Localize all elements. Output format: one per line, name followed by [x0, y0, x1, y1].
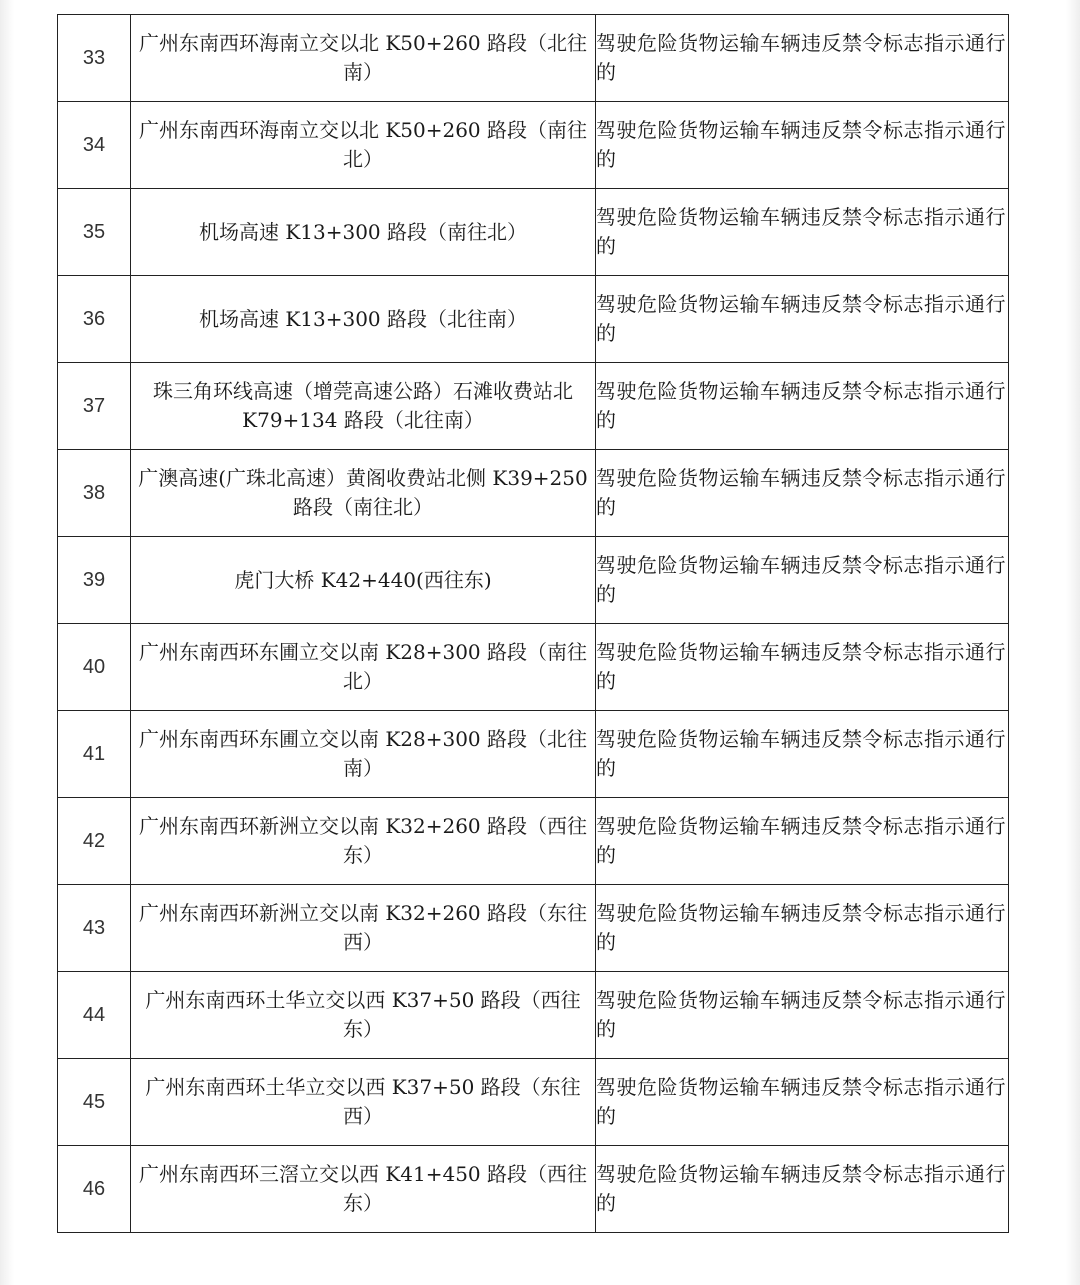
table-body: [58, 15, 1009, 1233]
location-cell: 机场高速 K13+300 路段（北往南）: [131, 276, 596, 363]
row-number: 43: [58, 885, 131, 972]
violation-cell: 驾驶危险货物运输车辆违反禁令标志指示通行的: [596, 624, 1009, 711]
location-cell: 广州东南西环海南立交以北 K50+260 路段（南往北）: [131, 102, 596, 189]
table-row: [58, 624, 1009, 711]
row-number: 46: [58, 1146, 131, 1233]
row-number: 36: [58, 276, 131, 363]
location-cell: 广州东南西环东圃立交以南 K28+300 路段（南往北）: [131, 624, 596, 711]
row-number: 38: [58, 450, 131, 537]
location-cell: 机场高速 K13+300 路段（南往北）: [131, 189, 596, 276]
violation-cell: 驾驶危险货物运输车辆违反禁令标志指示通行的: [596, 1059, 1009, 1146]
location-cell: 广州东南西环新洲立交以南 K32+260 路段（西往东）: [131, 798, 596, 885]
table-row: [58, 1059, 1009, 1146]
violation-cell: 驾驶危险货物运输车辆违反禁令标志指示通行的: [596, 189, 1009, 276]
row-number: 42: [58, 798, 131, 885]
row-number: 41: [58, 711, 131, 798]
violation-cell: 驾驶危险货物运输车辆违反禁令标志指示通行的: [596, 798, 1009, 885]
location-cell: 珠三角环线高速（增莞高速公路）石滩收费站北 K79+134 路段（北往南）: [131, 363, 596, 450]
row-number: 40: [58, 624, 131, 711]
location-cell: 广州东南西环土华立交以西 K37+50 路段（西往东）: [131, 972, 596, 1059]
violation-cell: 驾驶危险货物运输车辆违反禁令标志指示通行的: [596, 537, 1009, 624]
table-row: [58, 276, 1009, 363]
violation-cell: 驾驶危险货物运输车辆违反禁令标志指示通行的: [596, 276, 1009, 363]
row-number: 33: [58, 15, 131, 102]
row-number: 39: [58, 537, 131, 624]
violation-cell: 驾驶危险货物运输车辆违反禁令标志指示通行的: [596, 972, 1009, 1059]
violation-cell: 驾驶危险货物运输车辆违反禁令标志指示通行的: [596, 1146, 1009, 1233]
location-cell: 广州东南西环土华立交以西 K37+50 路段（东往西）: [131, 1059, 596, 1146]
table-row: [58, 885, 1009, 972]
violation-cell: 驾驶危险货物运输车辆违反禁令标志指示通行的: [596, 363, 1009, 450]
violation-cell: 驾驶危险货物运输车辆违反禁令标志指示通行的: [596, 450, 1009, 537]
enforcement-locations-table: [57, 14, 1009, 1233]
table-row: [58, 798, 1009, 885]
violation-cell: 驾驶危险货物运输车辆违反禁令标志指示通行的: [596, 102, 1009, 189]
row-number: 34: [58, 102, 131, 189]
table-row: [58, 972, 1009, 1059]
violation-cell: 驾驶危险货物运输车辆违反禁令标志指示通行的: [596, 711, 1009, 798]
violation-cell: 驾驶危险货物运输车辆违反禁令标志指示通行的: [596, 15, 1009, 102]
table-row: [58, 537, 1009, 624]
location-cell: 广澳高速(广珠北高速）黄阁收费站北侧 K39+250 路段（南往北）: [131, 450, 596, 537]
table-row: [58, 711, 1009, 798]
table-row: [58, 363, 1009, 450]
location-cell: 广州东南西环三滘立交以西 K41+450 路段（西往东）: [131, 1146, 596, 1233]
table-row: [58, 102, 1009, 189]
location-cell: 广州东南西环新洲立交以南 K32+260 路段（东往西）: [131, 885, 596, 972]
location-cell: 虎门大桥 K42+440(西往东): [131, 537, 596, 624]
page-shade-left: [0, 0, 14, 1285]
table-row: [58, 189, 1009, 276]
row-number: 35: [58, 189, 131, 276]
row-number: 44: [58, 972, 131, 1059]
row-number: 45: [58, 1059, 131, 1146]
location-cell: 广州东南西环海南立交以北 K50+260 路段（北往南）: [131, 15, 596, 102]
page-shade-right: [1066, 0, 1080, 1285]
table-row: [58, 450, 1009, 537]
table-row: [58, 1146, 1009, 1233]
violation-cell: 驾驶危险货物运输车辆违反禁令标志指示通行的: [596, 885, 1009, 972]
table-row: [58, 15, 1009, 102]
location-cell: 广州东南西环东圃立交以南 K28+300 路段（北往南）: [131, 711, 596, 798]
row-number: 37: [58, 363, 131, 450]
